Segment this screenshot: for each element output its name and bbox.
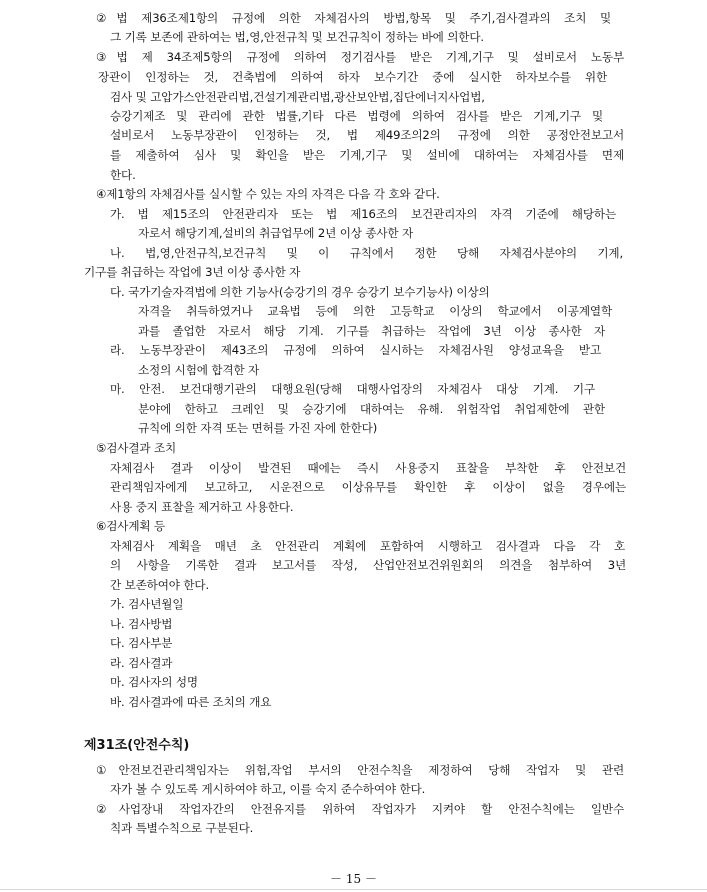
text-line: 간 보존하여야 한다. (110, 578, 210, 592)
text-line: 설비로서 노동부장관이 인정하는 것, 법 제49조의2의 규정에 의한 공정안전보고서 (110, 128, 624, 142)
text-line: 관리책임자에게 보고하고, 시운전으로 이상유무를 확인한 후 이상이 없을 경우에는 (110, 480, 626, 494)
text-line: 승강기제조 및 관리에 관한 법률,기타 다른 법령에 의하여 검사를 받은 기계,기구 및 (110, 109, 603, 123)
text-line: 나. 법,영,안전규칙,보건규칙 및 이 규칙에서 정한 당해 자체검사분야의 기계, (110, 246, 623, 260)
bottom-divider (0, 889, 707, 890)
text-line: 가. 법 제15조의 안전관리자 또는 법 제16조의 보건관리자의 자격 기준에 해당하는 (110, 207, 616, 221)
text-line: 마. 안전. 보건대행기관의 대행요원(당해 대행사업장의 자체검사 대상 기계. 기구 (110, 382, 595, 396)
page-number: － 15 － (330, 872, 377, 886)
list-item: 라. 검사결과 (110, 656, 173, 670)
text-line: ②사업장내 작업자간의 안전유지를 위하여 작업자가 지켜야 할 안전수칙에는 일반수 (96, 802, 624, 816)
text-line: 소정의 시험에 합격한 자 (138, 363, 260, 377)
text-line: 기구를 취급하는 작업에 3년 이상 종사한 자 (84, 265, 301, 279)
text-line: 검사 및 고압가스안전관리법,건설기계관리법,광산보안법,집단에너지사업법, (110, 90, 485, 104)
text-line: 분야에 한하고 크레인 및 승강기에 대하여는 유해. 위험작업 취업제한에 관한 (138, 402, 605, 416)
text-line: 다. 국가기술자격법에 의한 기능사(승강기의 경우 승강기 보수기능사) 이상의 (110, 285, 490, 299)
text-line: ②법 제36조제1항의 규정에 의한 자체검사의 방법,항목 및 주기,검사결과의 조치 및 (96, 11, 611, 25)
text-line: 규칙에 의한 자격 또는 면허를 가진 자에 한한다) (138, 421, 378, 435)
text-line: 자가 볼 수 있도록 게시하여야 하고, 이를 숙지 준수하여야 한다. (110, 782, 426, 796)
text-line: 자로서 해당기계,설비의 취급업무에 2년 이상 종사한 자 (138, 226, 414, 240)
list-item: 다. 검사부분 (110, 636, 173, 650)
section-title: 제31조(안전수칙) (84, 738, 190, 753)
text-line: ③법 제 34조제5항의 규정에 의하여 정기검사를 받은 기계,기구 및 설비로서 노동부 (96, 50, 624, 64)
text-line: 칙과 특별수칙으로 구분된다. (110, 821, 254, 835)
text-line: 과를 졸업한 자로서 해당 기계. 기구를 취급하는 작업에 3년 이상 종사한 자 (138, 324, 605, 338)
text-line: 자체검사 계획을 매년 초 안전관리 계획에 포함하여 시행하고 검사결과 다음 각 호 (110, 539, 625, 553)
list-item: 나. 검사방법 (110, 617, 173, 631)
text-line: 의 사항을 기록한 결과 보고서를 작성, 산업안전보건위원회의 의견을 첨부하여 3년 (110, 558, 626, 572)
text-line: ①안전보건관리책임자는 위험,작업 부서의 안전수칙을 제정하여 당해 작업자 및 관련 (96, 763, 624, 777)
text-line: 자격을 취득하였거나 교육법 등에 의한 고등학교 이상의 학교에서 이공계열학 (138, 304, 612, 318)
text-line: ⑤검사결과 조치 (96, 441, 177, 455)
text-line: ④제1항의 자체검사를 실시할 수 있는 자의 자격은 다음 각 호와 같다. (96, 187, 440, 201)
text-line: ⑥검사계획 등 (96, 519, 166, 533)
list-item: 가. 검사년월일 (110, 597, 184, 611)
text-line: 그 기록 보존에 관하여는 법,영,안전규칙 및 보건규칙이 정하는 바에 의한다. (110, 30, 484, 44)
list-item: 마. 검사자의 성명 (110, 675, 198, 689)
text-line: 를 제출하여 심사 및 확인을 받은 기계,기구 및 설비에 대하여는 자체검사를 면제 (110, 148, 624, 162)
text-line: 사용 중지 표찰을 제거하고 사용한다. (110, 500, 294, 514)
text-line: 라. 노동부장관이 제43조의 규정에 의하여 실시하는 자체검사원 양성교육을 받고 (110, 343, 601, 357)
text-line: 한다. (110, 168, 136, 182)
list-item: 바. 검사결과에 따른 조치의 개요 (110, 695, 272, 709)
text-line: 장관이 인정하는 것, 건축법에 의하여 하자 보수기간 중에 실시한 하자보수를 위한 (98, 70, 607, 84)
text-line: 자체검사 결과 이상이 발견된 때에는 즉시 사용중지 표찰을 부착한 후 안전보건 (110, 461, 626, 475)
